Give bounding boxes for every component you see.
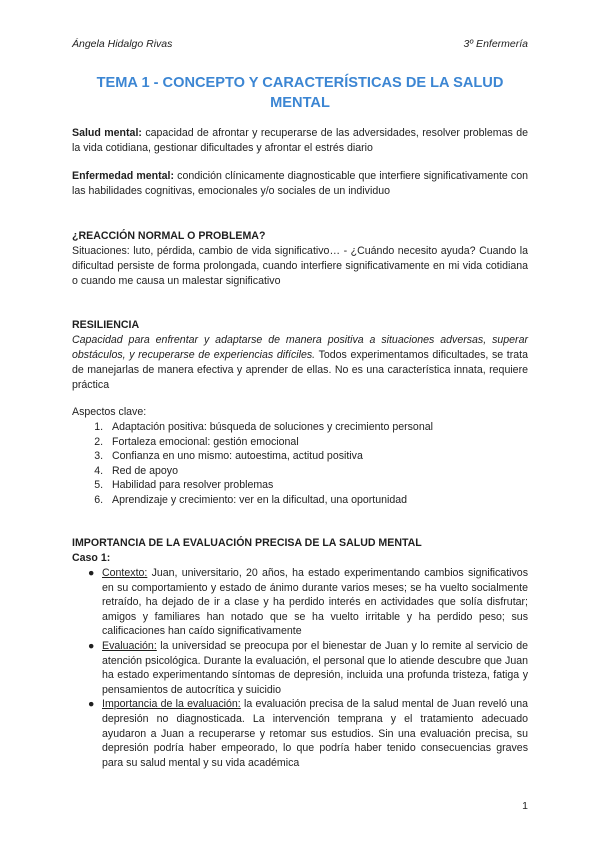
definition-enfermedad-mental-text: condición clínicamente diagnosticable que interfiere significativamente con las habilidades cognitivas, emocionales y/o sociales de un individuo (72, 170, 529, 197)
page-title: TEMA 1 - CONCEPTO Y CARACTERÍSTICAS DE LA SALUD MENTAL (96, 75, 504, 111)
case-item-label: Evaluación: (102, 639, 157, 652)
aspects-list (72, 420, 528, 507)
case-label: Caso 1: (72, 552, 111, 564)
heading-importancia: IMPORTANCIA DE LA EVALUACIÓN PRECISA DE LA SALUD MENTAL (72, 537, 422, 549)
case-list (72, 566, 528, 770)
resiliencia-definition: Capacidad para enfrentar y adaptarse de manera positiva a situaciones adversas, superar obstáculos, y recuperarse de experiencias difíciles. (72, 334, 528, 361)
list-item: 5. Habilidad para resolver problemas (106, 478, 528, 493)
bullet-icon: ● (88, 567, 95, 579)
list-item (88, 639, 528, 697)
reaccion-text: Situaciones: luto, pérdida, cambio de vida significativo… - ¿Cuándo necesito ayuda? Cuando la dificultad persiste de forma prolongada, cuando interfiere significativamente en mi vida cotidiana o cuando me causa un malestar significativo (72, 245, 528, 287)
list-item: 6. Aprendizaje y crecimiento: ver en la dificultad, una oportunidad (106, 493, 528, 508)
section-reaccion (72, 229, 528, 289)
term-enfermedad-mental: Enfermedad mental: (72, 170, 175, 182)
list-item: 1. Adaptación positiva: búsqueda de soluciones y crecimiento personal (106, 420, 528, 435)
list-item (88, 697, 528, 770)
resiliencia-paragraph (72, 333, 528, 393)
case-item-text: la universidad se preocupa por el bienestar de Juan y lo remite al servicio de atención psicológica. Durante la evaluación, el personal que lo atiende descubre que Juan ha estado experimentando síntomas de depresión, incluida una profunda tristeza, fatiga y pensamientos de autocrítica y suicidio (102, 639, 528, 696)
bullet-icon: ● (88, 698, 95, 711)
list-item: 4. Red de apoyo (106, 464, 528, 479)
case-item-text: Juan, universitario, 20 años, ha estado experimentando cambios significativos en su comportamiento y estado de ánimo durante varios meses; se ha vuelto socialmente retraído, ha dejado de ir a clase y ha perdido interés en actividades que solía disfrutar; amigos y familiares han notado que se ha vuelto irritable y ha perdido peso; sus calificaciones han caído significativamente (102, 567, 528, 638)
definition-salud-mental-text: capacidad de afrontar y recuperarse de las adversidades, resolver problemas de la vida cotidiana, gestionar dificultades y afrontar el estrés diario (72, 127, 528, 154)
bullet-icon: ● (88, 639, 95, 652)
aspectos-label: Aspectos clave: (72, 406, 147, 418)
definition-salud-mental (72, 126, 528, 156)
list-item: 2. Fortaleza emocional: gestión emocional (106, 435, 528, 450)
case-item-label: Importancia de la evaluación: (102, 698, 241, 711)
heading-resiliencia: RESILIENCIA (72, 319, 140, 331)
resiliencia-text: Todos experimentamos dificultades, se trata de manejarlas de manera efectiva y aprender de ellas. No es una característica innata, requiere práctica (72, 349, 528, 391)
header-course: 3º Enfermería (463, 38, 528, 50)
list-item (88, 566, 528, 639)
header-author: Ángela Hidalgo Rivas (72, 38, 173, 50)
section-resiliencia (72, 318, 528, 393)
heading-reaccion: ¿REACCIÓN NORMAL O PROBLEMA? (72, 230, 266, 242)
case-item-text: la evaluación precisa de la salud mental de Juan reveló una depresión no diagnosticada. La intervención temprana y el tratamiento adecuado ayudaron a Juan a recuperarse y retomar sus estudios. Sin una evaluación precisa, su depresión podría haber empeorado, lo que podría haber tenido consecuencias graves para su salud mental y su vida académica (102, 698, 528, 769)
term-salud-mental: Salud mental: (72, 127, 142, 139)
case-item-label: Contexto: (102, 567, 148, 579)
definition-enfermedad-mental (72, 169, 528, 199)
aspectos-clave (72, 405, 528, 507)
page-number: 1 (522, 800, 528, 812)
section-importancia (72, 536, 528, 770)
list-item: 3. Confianza en uno mismo: autoestima, actitud positiva (106, 449, 528, 464)
